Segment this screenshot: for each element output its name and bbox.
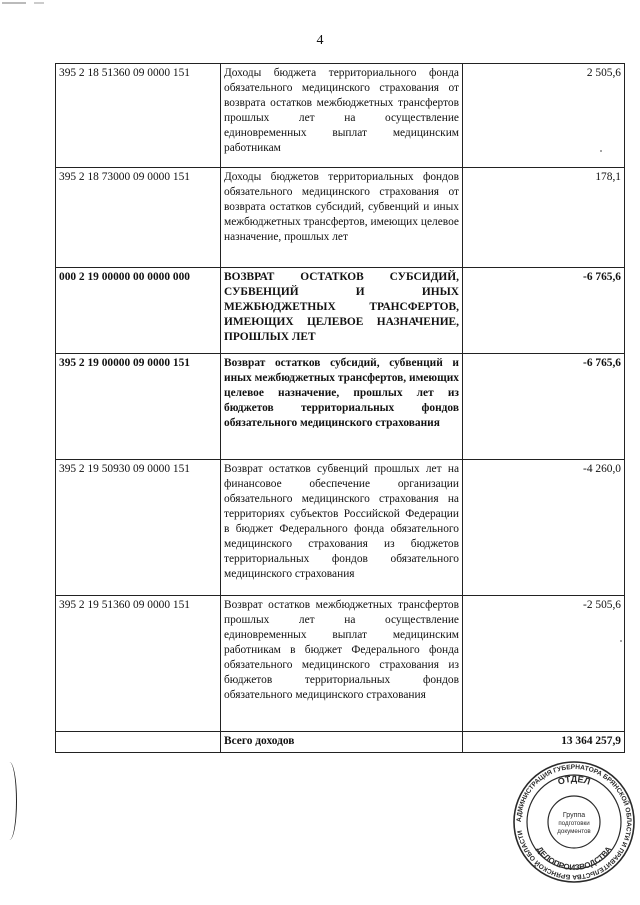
svg-text:ОТДЕЛ <box>556 774 591 787</box>
total-amount: 13 364 257,9 <box>463 732 625 753</box>
margin-bracket-mark <box>2 762 17 840</box>
page-number: 4 <box>316 33 324 48</box>
total-label: Всего доходов <box>221 732 463 753</box>
budget-code-cell: 000 2 19 00000 00 0000 000 <box>56 268 221 354</box>
amount-cell: 178,1 <box>463 168 625 268</box>
amount-cell: -2 505,6 <box>463 596 625 732</box>
stamp-middle-top: ОТДЕЛ <box>556 773 592 787</box>
scan-corner-mark <box>34 2 44 4</box>
scan-corner-mark <box>2 2 26 4</box>
revenue-table-body <box>56 64 625 753</box>
table-row <box>56 168 625 268</box>
income-name-cell: Возврат остатков субсидий, субвенций и иных межбюджетных трансфертов, имеющих целевое назначение, прошлых лет из бюджетов территориальных фондов обязательного медицинского страхования <box>221 354 463 460</box>
stamp-middle-bottom: ДЕЛОПРОИЗВОДСТВА <box>534 844 614 873</box>
table-row <box>56 64 625 168</box>
budget-code-cell: 395 2 18 73000 09 0000 151 <box>56 168 221 268</box>
table-row <box>56 596 625 732</box>
total-row <box>56 732 625 753</box>
table-row <box>56 268 625 354</box>
stamp-outer-text: АДМИНИСТРАЦИЯ ГУБЕРНАТОРА БРЯНСКОЙ ОБЛАСТИ И ПРАВИТЕЛЬСТВА БРЯНСКОЙ ОБЛАСТИ <box>515 763 633 881</box>
scan-speck <box>620 640 622 642</box>
table-row <box>56 354 625 460</box>
budget-code-cell: 395 2 19 50930 09 0000 151 <box>56 460 221 596</box>
income-name-cell: Возврат остатков субвенций прошлых лет на финансовое обеспечение организации обязательного медицинского страхования на территориях субъектов Российской Федерации в бюджет Федерального фонда обязательного медицинского страхования из бюджетов территориальных фондов обязательного медицинского страхования <box>221 460 463 596</box>
budget-code-cell: 395 2 19 51360 09 0000 151 <box>56 596 221 732</box>
income-name-cell: ВОЗВРАТ ОСТАТКОВ СУБСИДИЙ, СУБВЕНЦИЙ И ИНЫХ МЕЖБЮДЖЕТНЫХ ТРАНСФЕРТОВ, ИМЕЮЩИХ ЦЕЛЕВОЕ НАЗНАЧЕНИЕ, ПРОШЛЫХ ЛЕТ <box>221 268 463 354</box>
income-name-cell: Доходы бюджетов территориальных фондов обязательного медицинского страхования от возврата остатков субсидий, субвенций и иных межбюджетных трансфертов, имеющих целевое назначение, прошлых лет <box>221 168 463 268</box>
scan-speck <box>600 150 602 152</box>
income-name-cell: Доходы бюджета территориального фонда обязательного медицинского страхования от возврата остатков межбюджетных трансфертов прошлых лет на осуществление единовременных выплат медицинским работникам <box>221 64 463 168</box>
amount-cell: -4 260,0 <box>463 460 625 596</box>
amount-cell: -6 765,6 <box>463 354 625 460</box>
department-stamp <box>512 760 636 884</box>
amount-cell: 2 505,6 <box>463 64 625 168</box>
revenue-table <box>55 63 625 753</box>
table-row <box>56 460 625 596</box>
budget-code-cell: 395 2 18 51360 09 0000 151 <box>56 64 221 168</box>
stamp-center-line: Группа <box>562 812 586 819</box>
budget-code-cell: 395 2 19 00000 09 0000 151 <box>56 354 221 460</box>
income-name-cell: Возврат остатков межбюджетных трансфертов прошлых лет на осуществление единовременных выплат медицинским работникам в бюджет Федерального фонда обязательного медицинского страхования из бюджетов территориальных фондов обязательного медицинского страхования <box>221 596 463 732</box>
stamp-center-line: документов <box>557 828 591 835</box>
amount-cell: -6 765,6 <box>463 268 625 354</box>
total-code-cell <box>56 732 221 753</box>
stamp-center-line: подготовки <box>558 820 590 827</box>
